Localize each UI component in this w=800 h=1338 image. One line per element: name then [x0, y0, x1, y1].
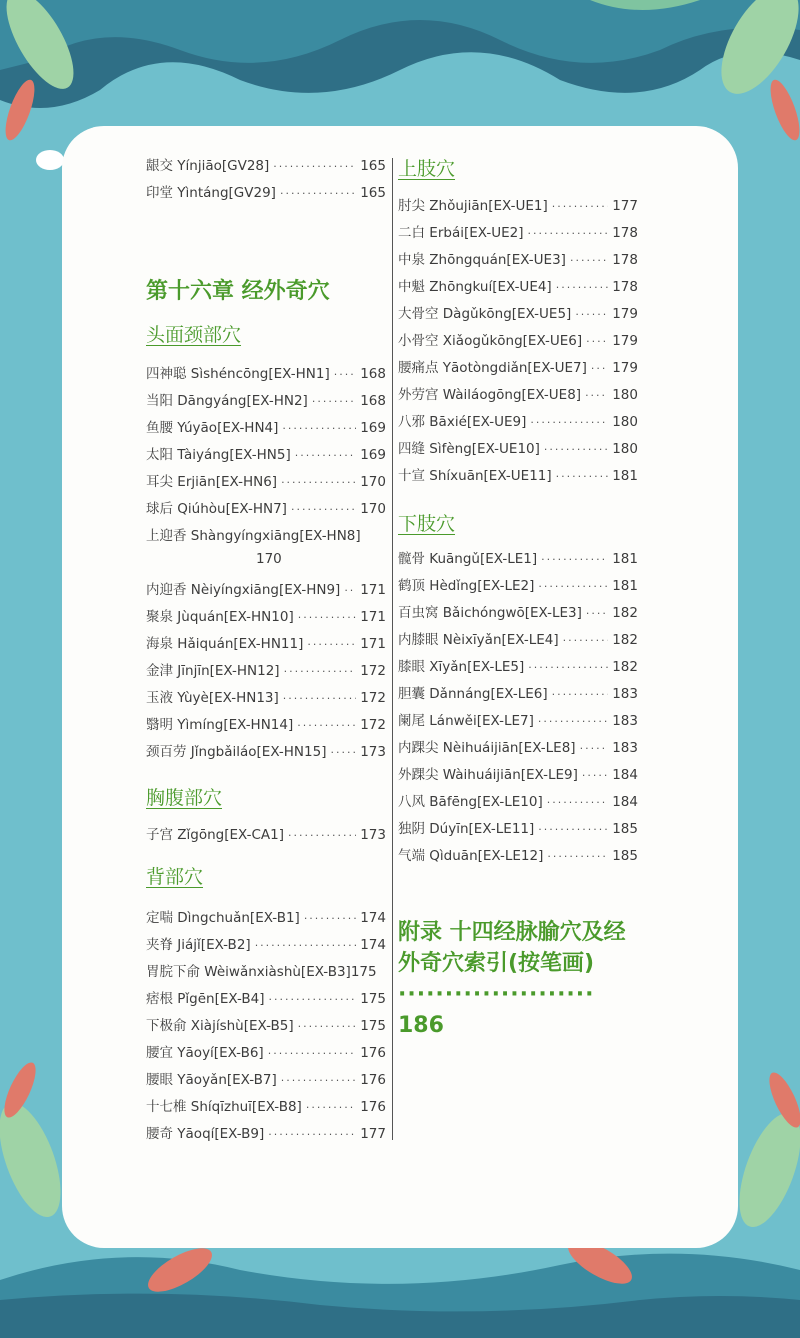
entry-page: 181	[612, 468, 638, 484]
leader-dots	[255, 939, 357, 952]
entry-page: 184	[612, 794, 638, 810]
entry-page: 165	[360, 158, 386, 174]
toc-entry[interactable]	[146, 906, 386, 933]
toc-entry[interactable]	[398, 302, 638, 329]
entry-name: 痞根 Pǐgēn[EX-B4]	[146, 991, 265, 1007]
toc-entry[interactable]	[398, 817, 638, 844]
toc-entry[interactable]	[398, 682, 638, 709]
entry-page: 168	[360, 393, 386, 409]
toc-entry[interactable]	[146, 389, 386, 416]
entry-name: 海泉 Hǎiquán[EX-HN11]	[146, 636, 304, 652]
leader-dots	[538, 580, 608, 593]
entry-name: 金津 Jīnjīn[EX-HN12]	[146, 663, 280, 679]
toc-entry[interactable]	[398, 736, 638, 763]
entry-page: 170	[360, 501, 386, 517]
leader-dots	[541, 553, 608, 566]
toc-entry[interactable]	[398, 763, 638, 790]
entry-name: 鹤顶 Hèdǐng[EX-LE2]	[398, 578, 535, 594]
leader-dots	[291, 503, 356, 516]
leader-dots	[547, 850, 608, 863]
section-title-lower-limb[interactable]: 下肢穴	[398, 513, 456, 535]
entry-page: 185	[612, 848, 638, 864]
toc-entry[interactable]	[146, 823, 386, 850]
entry-name: 太阳 Tàiyáng[EX-HN5]	[146, 447, 291, 463]
entry-page: 174	[360, 910, 386, 926]
entry-name: 耳尖 Erjiān[EX-HN6]	[146, 474, 278, 490]
toc-entry[interactable]	[398, 464, 638, 491]
toc-entry[interactable]	[146, 960, 386, 987]
leader-dots	[312, 395, 356, 408]
entry-name: 外踝尖 Wàihuáijiān[EX-LE9]	[398, 767, 578, 783]
leader-dots	[334, 368, 356, 381]
entry-name: 四缝 Sìfèng[EX-UE10]	[398, 441, 540, 457]
entry-page: 183	[612, 740, 638, 756]
entry-page: 182	[612, 632, 638, 648]
entry-page: 175	[360, 991, 386, 1007]
leader-dots	[284, 665, 357, 678]
entry-name: 颈百劳 Jǐngbǎiláo[EX-HN15]	[146, 744, 327, 760]
entry-name: 聚泉 Jùquán[EX-HN10]	[146, 609, 294, 625]
leader-dots	[563, 634, 609, 647]
toc-entry[interactable]	[398, 194, 638, 221]
entry-page: 179	[612, 306, 638, 322]
appendix-leader-dots: ·····················	[398, 982, 595, 1007]
toc-entry[interactable]	[398, 248, 638, 275]
cloud-deco	[36, 150, 64, 170]
leader-dots	[528, 661, 608, 674]
leader-dots	[547, 796, 608, 809]
toc-entry[interactable]	[146, 470, 386, 497]
entry-name: 当阳 Dāngyáng[EX-HN2]	[146, 393, 308, 409]
toc-entry[interactable]	[146, 713, 386, 740]
leader-dots	[281, 1074, 356, 1087]
toc-entry[interactable]	[398, 329, 638, 356]
entry-page: 178	[612, 225, 638, 241]
toc-entry[interactable]	[146, 1122, 386, 1149]
toc-entry[interactable]	[146, 632, 386, 659]
section-title-chest[interactable]: 胸腹部穴	[146, 787, 223, 809]
leader-dots	[585, 389, 608, 402]
entry-page: 176	[360, 1072, 386, 1088]
leader-dots	[538, 823, 608, 836]
toc-entry[interactable]	[398, 574, 638, 601]
toc-entry[interactable]	[146, 154, 386, 181]
toc-entry[interactable]	[398, 844, 638, 871]
leader-dots	[575, 308, 608, 321]
entry-page: 184	[612, 767, 638, 783]
entry-name: 十宣 Shíxuān[EX-UE11]	[398, 468, 552, 484]
entry-name: 内迎香 Nèiyíngxiāng[EX-HN9]	[146, 582, 341, 598]
entry-page: 173	[360, 744, 386, 760]
entry-name: 中泉 Zhōngquán[EX-UE3]	[398, 252, 566, 268]
entry-name: 腰宜 Yāoyí[EX-B6]	[146, 1045, 264, 1061]
entry-name: 子宫 Zǐgōng[EX-CA1]	[146, 827, 285, 843]
entry-page: 170	[360, 474, 386, 490]
toc-entry[interactable]	[398, 601, 638, 628]
entry-name: 二白 Erbái[EX-UE2]	[398, 225, 524, 241]
entry-name: 髋骨 Kuāngǔ[EX-LE1]	[398, 551, 538, 567]
toc-entry[interactable]	[398, 410, 638, 437]
entry-name: 内膝眼 Nèixīyǎn[EX-LE4]	[398, 632, 559, 648]
entry-name: 内踝尖 Nèihuáijiān[EX-LE8]	[398, 740, 576, 756]
entry-name: 翳明 Yìmíng[EX-HN14]	[146, 717, 294, 733]
entry-page: 180	[612, 387, 638, 403]
leader-dots	[530, 416, 608, 429]
entry-name: 腰痛点 Yāotòngdiǎn[EX-UE7]	[398, 360, 587, 376]
leader-dots	[552, 200, 608, 213]
leader-dots	[556, 281, 609, 294]
entry-page: 168	[360, 366, 386, 382]
left-column	[146, 154, 386, 1149]
leader-dots	[282, 422, 356, 435]
toc-entry[interactable]	[146, 659, 386, 686]
chapter-title[interactable]: 第十六章 经外奇穴	[146, 279, 330, 304]
toc-entry[interactable]	[146, 416, 386, 443]
entry-page: 179	[612, 360, 638, 376]
toc-entry[interactable]	[398, 547, 638, 574]
toc-entry[interactable]	[146, 740, 386, 767]
entry-name: 肘尖 Zhǒujiān[EX-UE1]	[398, 198, 548, 214]
leader-dots	[283, 692, 356, 705]
leader-dots	[556, 470, 609, 483]
entry-name: 上迎香 Shàngyíngxiāng[EX-HN8]	[146, 528, 361, 544]
entry-page: 181	[612, 551, 638, 567]
entry-page: 182	[612, 605, 638, 621]
leader-dots	[280, 187, 356, 200]
entry-name: 腰奇 Yāoqí[EX-B9]	[146, 1126, 265, 1142]
entry-page: 185	[612, 821, 638, 837]
leader-dots	[580, 742, 609, 755]
column-divider	[392, 158, 393, 1140]
toc-entry[interactable]	[398, 221, 638, 248]
entry-name: 鱼腰 Yúyāo[EX-HN4]	[146, 420, 279, 436]
toc-entry[interactable]	[398, 275, 638, 302]
leader-dots	[527, 227, 608, 240]
entry-name: 玉液 Yùyè[EX-HN13]	[146, 690, 279, 706]
entry-name: 小骨空 Xiǎogǔkōng[EX-UE6]	[398, 333, 583, 349]
toc-entry[interactable]	[398, 628, 638, 655]
entry-name: 外劳宫 Wàiláogōng[EX-UE8]	[398, 387, 582, 403]
toc-entry[interactable]	[146, 1095, 386, 1122]
entry-name: 百虫窝 Bǎichóngwō[EX-LE3]	[398, 605, 582, 621]
leader-dots	[538, 715, 608, 728]
leader-dots	[544, 443, 608, 456]
toc-entry[interactable]	[146, 497, 386, 524]
toc-entry[interactable]	[146, 933, 386, 960]
entry-page: 183	[612, 686, 638, 702]
toc-entry[interactable]	[146, 443, 386, 470]
entry-name: 膝眼 Xīyǎn[EX-LE5]	[398, 659, 525, 675]
entry-page: 171	[360, 609, 386, 625]
entry-page: 169	[360, 420, 386, 436]
leader-dots	[295, 449, 356, 462]
entry-page: 181	[612, 578, 638, 594]
entry-name: 夹脊 Jiájǐ[EX-B2]	[146, 937, 251, 953]
leader-dots	[330, 746, 356, 759]
leader-dots	[586, 335, 608, 348]
entry-name: 胆囊 Dǎnnáng[EX-LE6]	[398, 686, 548, 702]
entry-name: 独阴 Dúyīn[EX-LE11]	[398, 821, 535, 837]
toc-entry[interactable]	[146, 362, 386, 389]
entry-name: 四神聪 Sìshéncōng[EX-HN1]	[146, 366, 330, 382]
entry-page: 172	[360, 663, 386, 679]
entry-page: 176	[360, 1099, 386, 1115]
entry-name: 大骨空 Dàgǔkōng[EX-UE5]	[398, 306, 572, 322]
leader-dots	[582, 769, 608, 782]
toc-entry[interactable]	[398, 655, 638, 682]
entry-page: 171	[360, 582, 386, 598]
leader-dots	[288, 829, 356, 842]
entry-name: 十七椎 Shíqīzhuī[EX-B8]	[146, 1099, 302, 1115]
section-title-back[interactable]: 背部穴	[146, 866, 204, 888]
entry-page: 182	[612, 659, 638, 675]
entry-name: 腰眼 Yāoyǎn[EX-B7]	[146, 1072, 277, 1088]
leader-dots	[268, 1047, 357, 1060]
entry-name: 印堂 Yìntáng[GV29]	[146, 185, 276, 201]
toc-entry[interactable]	[146, 686, 386, 713]
leader-dots	[570, 254, 608, 267]
entry-page: 177	[360, 1126, 386, 1142]
entry-page: 165	[360, 185, 386, 201]
leader-dots	[281, 476, 356, 489]
toc-entry[interactable]	[398, 437, 638, 464]
appendix-page: 186	[398, 1013, 444, 1038]
entry-page: 169	[360, 447, 386, 463]
entry-name: 气端 Qìduān[EX-LE12]	[398, 848, 544, 864]
appendix-title: 附录 十四经脉腧穴及经外奇穴索引(按笔画)	[398, 920, 626, 976]
leader-dots	[297, 719, 356, 732]
toc-entry[interactable]	[146, 181, 386, 208]
toc-entry[interactable]	[398, 709, 638, 736]
leader-dots	[304, 912, 356, 925]
toc-entry[interactable]	[398, 790, 638, 817]
toc-entry[interactable]	[146, 1041, 386, 1068]
entry-name: 胃脘下俞 Wèiwǎnxiàshù[EX-B3]	[146, 964, 351, 980]
toc-entry[interactable]	[146, 605, 386, 632]
section-title-upper-limb[interactable]: 上肢穴	[398, 158, 456, 180]
entry-name: 八邪 Bāxié[EX-UE9]	[398, 414, 527, 430]
leaf-deco	[765, 77, 800, 144]
entry-page: 175	[350, 964, 377, 980]
entry-page: 175	[360, 1018, 386, 1034]
leader-dots	[298, 611, 356, 624]
toc-entry[interactable]	[398, 383, 638, 410]
entry-name: 阑尾 Lánwěi[EX-LE7]	[398, 713, 534, 729]
entry-name: 定喘 Dìngchuǎn[EX-B1]	[146, 910, 300, 926]
leader-dots	[269, 993, 357, 1006]
entry-page-wrapped: 170	[256, 551, 282, 567]
leader-dots	[298, 1020, 357, 1033]
toc-entry[interactable]	[146, 987, 386, 1014]
appendix-entry[interactable]	[398, 917, 646, 1041]
leader-dots	[552, 688, 609, 701]
leader-dots	[591, 362, 608, 375]
entry-name: 八风 Bāfēng[EX-LE10]	[398, 794, 543, 810]
entry-page: 173	[360, 827, 386, 843]
entry-name: 球后 Qiúhòu[EX-HN7]	[146, 501, 287, 517]
entry-page: 177	[612, 198, 638, 214]
entry-page: 183	[612, 713, 638, 729]
entry-page: 172	[360, 717, 386, 733]
entry-page: 180	[612, 441, 638, 457]
entry-name: 中魁 Zhōngkuí[EX-UE4]	[398, 279, 552, 295]
entry-page: 171	[360, 636, 386, 652]
entry-page: 180	[612, 414, 638, 430]
entry-page: 178	[612, 252, 638, 268]
entry-name: 龈交 Yínjiāo[GV28]	[146, 158, 270, 174]
entry-page: 176	[360, 1045, 386, 1061]
entry-page: 172	[360, 690, 386, 706]
toc-entry[interactable]	[146, 1068, 386, 1095]
toc-entry[interactable]	[146, 524, 386, 551]
right-column	[398, 154, 638, 1041]
toc-entry[interactable]	[398, 356, 638, 383]
leader-dots	[307, 638, 356, 651]
toc-entry[interactable]	[146, 578, 386, 605]
section-title-head[interactable]: 头面颈部穴	[146, 324, 242, 346]
leader-dots	[268, 1128, 356, 1141]
entry-name: 下极俞 Xiàjíshù[EX-B5]	[146, 1018, 294, 1034]
leader-dots	[586, 607, 608, 620]
entry-page: 179	[612, 333, 638, 349]
entry-page: 174	[360, 937, 386, 953]
toc-entry[interactable]	[146, 1014, 386, 1041]
leader-dots	[306, 1101, 356, 1114]
leader-dots	[344, 584, 356, 597]
entry-page: 178	[612, 279, 638, 295]
leader-dots	[273, 160, 356, 173]
